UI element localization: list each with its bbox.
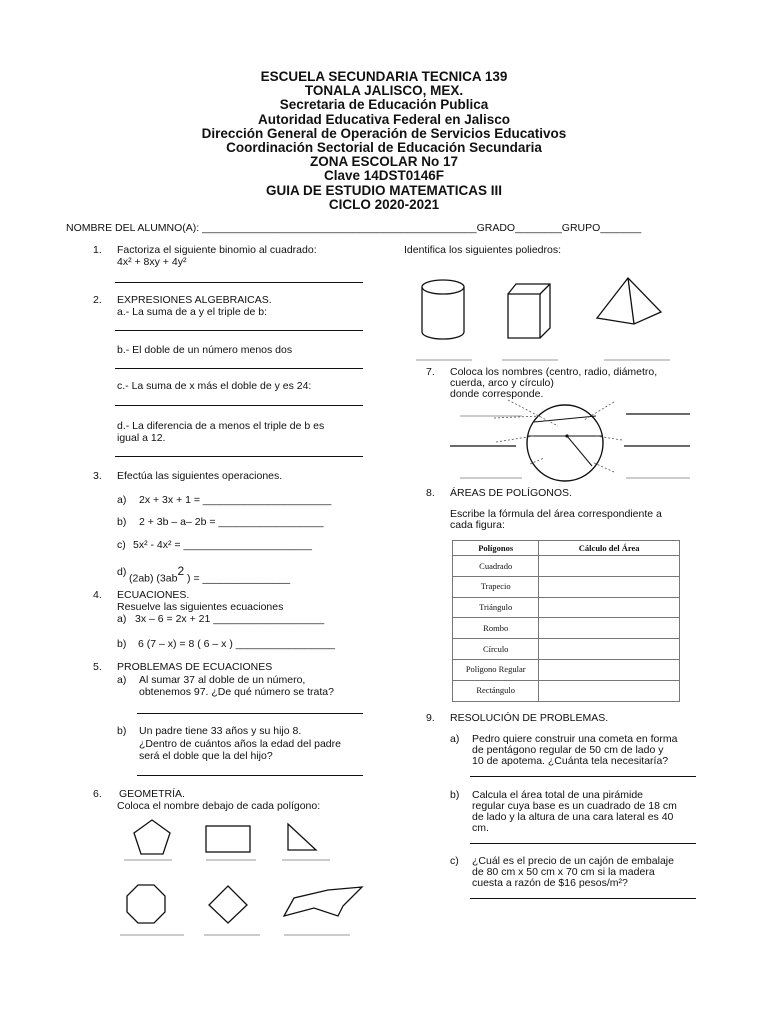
q9b-answer-line[interactable]	[470, 843, 696, 844]
polyhedra-title: Identifica los siguientes poliedros:	[404, 244, 562, 256]
polygons-figure	[110, 812, 370, 942]
q9a-label: a)	[450, 733, 460, 745]
school-header	[0, 70, 768, 212]
rectangle-shape	[206, 826, 250, 852]
q9a-line2: de pentágono regular de 50 cm de lado y	[472, 744, 664, 756]
q2d-text-line1: d.- La diferencia de a menos el triple de b es	[117, 420, 325, 432]
header-line-coordination: Coordinación Sectorial de Educación Secundaria	[226, 140, 542, 156]
areas-answer-cell[interactable]	[539, 639, 680, 660]
header-line-guide-title: GUIA DE ESTUDIO MATEMATICAS III	[266, 182, 502, 198]
q7-line2: cuerda, arco y círculo)	[450, 377, 554, 389]
q2-number: 2.	[93, 294, 102, 306]
q3b-operation[interactable]: 2 + 3b – a– 2b = __________________	[139, 516, 324, 528]
areas-row-label: Triángulo	[453, 597, 539, 618]
q3-title: Efectúa las siguientes operaciones.	[117, 470, 283, 482]
table-row	[453, 597, 680, 618]
cylinder-shape	[422, 280, 464, 339]
q2-title: EXPRESIONES ALGEBRAICAS.	[117, 294, 272, 306]
q4a-label: a)	[117, 613, 127, 625]
q9b-label: b)	[450, 789, 460, 801]
q2a-answer-line[interactable]	[115, 330, 363, 331]
areas-header-calc: Cálculo del Área	[539, 541, 680, 556]
q3a-label: a)	[117, 494, 127, 506]
q7-line3: donde corresponde.	[450, 388, 544, 400]
header-line-sep: Secretaria de Educación Publica	[279, 97, 489, 113]
q3d-label: d)	[117, 566, 127, 578]
table-row	[453, 639, 680, 660]
q9b-line4: cm.	[472, 822, 489, 834]
header-line-zone: ZONA ESCOLAR No 17	[309, 154, 458, 170]
q5b-line2: ¿Dentro de cuántos años la edad del padre	[139, 738, 341, 750]
areas-row-label: Rectángulo	[453, 680, 539, 701]
q3-number: 3.	[93, 470, 102, 482]
areas-table	[452, 540, 680, 702]
q2d-text-line2: igual a 12.	[117, 432, 166, 444]
header-line-authority: Autoridad Educativa Federal en Jalisco	[257, 111, 511, 127]
table-row	[453, 680, 680, 701]
q4b-equation[interactable]: 6 (7 – x) = 8 ( 6 – x ) _________________	[138, 638, 336, 650]
q9c-label: c)	[450, 855, 459, 867]
q9-number: 9.	[426, 712, 435, 724]
q7-line1: Coloca los nombres (centro, radio, diámetro,	[450, 366, 658, 378]
q9a-line3: 10 de apotema. ¿Cuánta tela necesitaría?	[472, 755, 669, 767]
q2d-answer-line[interactable]	[115, 456, 363, 457]
areas-answer-cell[interactable]	[539, 597, 680, 618]
q5a-line1: Al sumar 37 al doble de un número,	[139, 674, 306, 686]
q4-subtitle: Resuelve las siguientes ecuaciones	[117, 601, 284, 613]
q5b-label: b)	[117, 725, 127, 737]
q5a-line2: obtenemos 97. ¿De qué número se trata?	[139, 686, 334, 698]
prism-shape	[508, 284, 550, 338]
table-row	[453, 659, 680, 680]
circle-radius-line	[567, 436, 592, 466]
q1-expression: 4x² + 8xy + 4y²	[117, 256, 187, 268]
header-line-direction: Dirección General de Operación de Servicios Educativos	[201, 125, 567, 141]
q9c-answer-line[interactable]	[470, 898, 696, 899]
student-info-line[interactable]: NOMBRE DEL ALUMNO(A): _______________________________________________GRADO________GRUPO_______	[66, 222, 642, 234]
q5b-answer-line[interactable]	[137, 775, 363, 776]
q9b-line2: regular cuya base es un cuadrado de 18 cm	[472, 800, 677, 812]
q1-number: 1.	[93, 244, 102, 256]
areas-answer-cell[interactable]	[539, 556, 680, 577]
q9a-answer-line[interactable]	[470, 776, 696, 777]
q7-number: 7.	[426, 366, 435, 378]
table-row	[453, 576, 680, 597]
q9c-line2: de 80 cm x 50 cm x 70 cm si la madera	[472, 866, 655, 878]
q4b-label: b)	[117, 638, 127, 650]
q9a-line1: Pedro quiere construir una cometa en forma	[472, 733, 678, 745]
q6-number: 6.	[93, 788, 102, 800]
q3c-label: c)	[117, 539, 126, 551]
q3c-operation[interactable]: 5x² - 4x² = ______________________	[133, 539, 312, 551]
q5a-answer-line[interactable]	[137, 713, 363, 714]
pentagon-shape	[134, 820, 170, 854]
q2b-text: b.- El doble de un número menos dos	[117, 344, 293, 356]
q5a-label: a)	[117, 674, 127, 686]
q8-line2: cada figura:	[450, 519, 505, 531]
irregular-polygon-shape	[284, 887, 362, 916]
q5b-line3: será el doble que la del hijo?	[139, 750, 273, 762]
q1-text: Factoriza el siguiente binomio al cuadrado:	[117, 244, 317, 256]
areas-row-label: Trapecio	[453, 576, 539, 597]
q2a-text: a.- La suma de a y el triple de b:	[117, 306, 267, 318]
table-row	[453, 618, 680, 639]
header-line-school: ESCUELA SECUNDARIA TECNICA 139	[260, 69, 508, 84]
q3b-label: b)	[117, 516, 127, 528]
header-line-city: TONALA JALISCO, MEX.	[304, 83, 464, 99]
q4a-equation[interactable]: 3x – 6 = 2x + 21 ___________________	[135, 613, 325, 625]
pyramid-shape	[597, 278, 661, 324]
q9b-line1: Calcula el área total de una pirámide	[472, 789, 644, 801]
table-row	[453, 556, 680, 577]
areas-table-header	[453, 541, 680, 556]
q4-number: 4.	[93, 589, 102, 601]
header-line-cycle: CICLO 2020-2021	[328, 196, 440, 212]
q9-title: RESOLUCIÓN DE PROBLEMAS.	[450, 712, 609, 724]
q6-title: GEOMETRÍA.	[119, 788, 185, 800]
areas-answer-cell[interactable]	[539, 618, 680, 639]
q3d-exponent: 2	[177, 564, 185, 578]
octagon-shape	[127, 885, 165, 923]
circle-parts-figure	[446, 396, 696, 486]
q8-number: 8.	[426, 487, 435, 499]
q6-subtitle: Coloca el nombre debajo de cada polígono:	[117, 800, 321, 812]
areas-answer-cell[interactable]	[539, 680, 680, 701]
rhombus-shape	[209, 886, 247, 923]
q8-title: ÁREAS DE POLÍGONOS.	[450, 487, 572, 499]
q3d-operation-base: (2ab) (3ab	[129, 572, 178, 585]
areas-row-label: Polígono Regular	[453, 659, 539, 680]
areas-answer-cell[interactable]	[539, 576, 680, 597]
q5b-line1: Un padre tiene 33 años y su hijo 8.	[139, 725, 302, 737]
q8-line1: Escribe la fórmula del área correspondiente a	[450, 508, 662, 520]
q5-title: PROBLEMAS DE ECUACIONES	[117, 661, 273, 673]
areas-header-polygons: Polígonos	[453, 541, 539, 556]
q9c-line1: ¿Cuál es el precio de un cajón de embalaje	[472, 855, 674, 867]
areas-row-label: Rombo	[453, 618, 539, 639]
q3d-operation-rest: ) = _______________	[184, 572, 291, 585]
q9c-line3: cuesta a razón de $16 pesos/m²?	[472, 877, 628, 889]
q5-number: 5.	[93, 661, 102, 673]
areas-row-label: Círculo	[453, 639, 539, 660]
q2c-text: c.- La suma de x más el doble de y es 24:	[117, 380, 312, 392]
q3d-operation[interactable]	[129, 566, 290, 586]
circle-chord-line	[534, 416, 596, 422]
q3a-operation[interactable]: 2x + 3x + 1 = ______________________	[139, 494, 332, 506]
polyhedra-figure	[400, 272, 690, 364]
areas-row-label: Cuadrado	[453, 556, 539, 577]
areas-answer-cell[interactable]	[539, 659, 680, 680]
header-line-key: Clave 14DST0146F	[323, 168, 445, 184]
q2b-answer-line[interactable]	[115, 368, 363, 369]
q9b-line3: de lado y la altura de una cara lateral es 40	[472, 811, 674, 823]
triangle-shape	[288, 824, 316, 850]
q4-title: ECUACIONES.	[117, 589, 190, 601]
q2c-answer-line[interactable]	[115, 405, 363, 406]
q1-answer-line[interactable]	[115, 282, 363, 283]
